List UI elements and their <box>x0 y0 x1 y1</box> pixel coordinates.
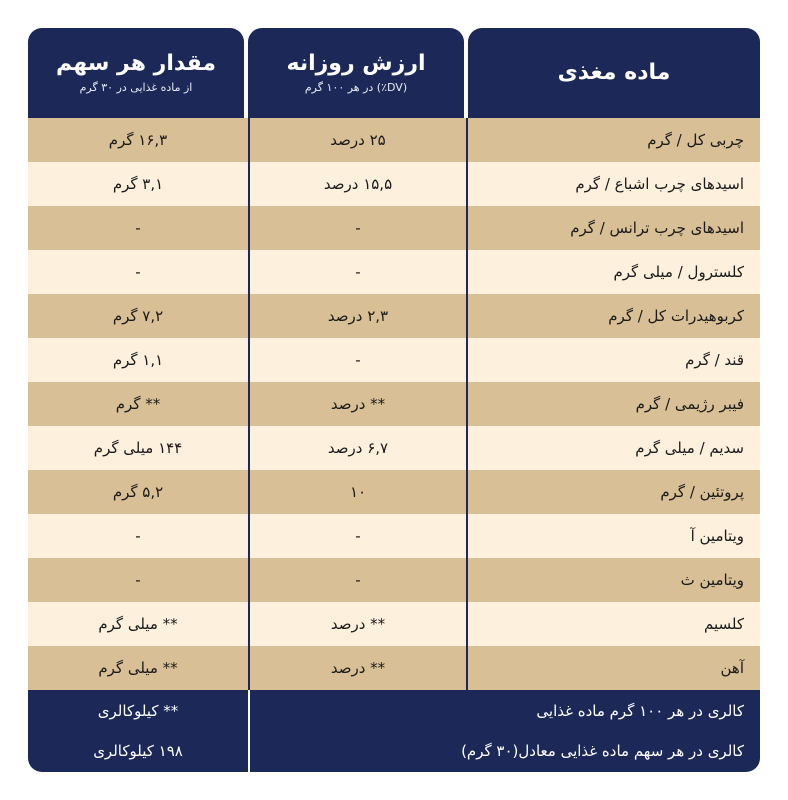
daily-value: - <box>248 250 466 294</box>
daily-value: ۶,۷ درصد <box>248 426 466 470</box>
serving-amount: - <box>135 219 141 237</box>
daily-value: ** درصد <box>248 382 466 426</box>
nutrient-name: کلسترول / میلی گرم <box>466 250 760 294</box>
table-row <box>28 558 760 602</box>
table-row <box>28 294 760 338</box>
daily-value: ** درصد <box>248 646 466 690</box>
daily-value: ۲۵ درصد <box>248 118 466 162</box>
header-serving-amount-subtitle: از ماده غذایی در ۳۰ گرم <box>79 81 193 94</box>
nutrient-name: پروتئین / گرم <box>466 470 760 514</box>
serving-amount: - <box>135 263 141 281</box>
nutrient-name: فیبر رژیمی / گرم <box>466 382 760 426</box>
serving-amount: ** گرم <box>115 395 161 413</box>
table-row <box>28 382 760 426</box>
table-body <box>28 118 760 690</box>
calories-per-serving-row <box>28 730 760 772</box>
serving-amount: ۷,۲ گرم <box>112 307 164 325</box>
table-row <box>28 470 760 514</box>
nutrient-name: ویتامین آ <box>466 514 760 558</box>
nutrient-name: سدیم / میلی گرم <box>466 426 760 470</box>
table-row <box>28 514 760 558</box>
daily-value: ۲,۳ درصد <box>248 294 466 338</box>
header-daily-value-subtitle: (DV٪) در هر ۱۰۰ گرم <box>304 81 408 94</box>
header-nutrient-title: ماده مغذی <box>557 60 671 85</box>
calories-per-serving-value: ۱۹۸ کیلوکالری <box>93 742 183 760</box>
header-serving-amount-title: مقدار هر سهم <box>55 51 217 76</box>
nutrition-table <box>28 28 760 772</box>
nutrient-name: ویتامین ث <box>466 558 760 602</box>
header-daily-value <box>248 28 464 118</box>
nutrient-name: چربی کل / گرم <box>466 118 760 162</box>
header-daily-value-title: ارزش روزانه <box>286 51 426 76</box>
daily-value: ۱۰ <box>248 470 466 514</box>
daily-value: - <box>248 338 466 382</box>
table-row <box>28 338 760 382</box>
table-row <box>28 118 760 162</box>
nutrient-name: اسیدهای چرب ترانس / گرم <box>466 206 760 250</box>
daily-value: - <box>248 558 466 602</box>
calories-per-100g-row <box>28 690 760 733</box>
serving-amount: ۱۴۴ میلی گرم <box>93 439 183 457</box>
daily-value: - <box>248 514 466 558</box>
calories-per-serving-label: کالری در هر سهم ماده غذایی معادل(۳۰ گرم) <box>248 730 760 772</box>
daily-value: - <box>248 206 466 250</box>
table-row <box>28 162 760 206</box>
serving-amount: ۱,۱ گرم <box>112 351 164 369</box>
serving-amount: - <box>135 527 141 545</box>
table-row <box>28 250 760 294</box>
serving-amount: ۱۶,۳ گرم <box>108 131 168 149</box>
serving-amount: ۵,۲ گرم <box>112 483 164 501</box>
header-serving-amount <box>28 28 244 118</box>
nutrient-name: کلسیم <box>466 602 760 646</box>
calories-per-100g-value: ** کیلوکالری <box>97 702 179 720</box>
serving-amount: ** میلی گرم <box>98 615 178 633</box>
table-row <box>28 426 760 470</box>
table-row <box>28 646 760 690</box>
nutrient-name: کربوهیدرات کل / گرم <box>466 294 760 338</box>
serving-amount: ۳,۱ گرم <box>112 175 164 193</box>
serving-amount: ** میلی گرم <box>98 659 178 677</box>
nutrient-name: آهن <box>466 646 760 690</box>
daily-value: ۱۵,۵ درصد <box>248 162 466 206</box>
daily-value: ** درصد <box>248 602 466 646</box>
table-row <box>28 206 760 250</box>
nutrient-name: اسیدهای چرب اشباع / گرم <box>466 162 760 206</box>
serving-amount: - <box>135 571 141 589</box>
header-nutrient <box>468 28 760 118</box>
table-row <box>28 602 760 646</box>
calories-per-100g-label: کالری در هر ۱۰۰ گرم ماده غذایی <box>248 690 760 732</box>
nutrient-name: قند / گرم <box>466 338 760 382</box>
